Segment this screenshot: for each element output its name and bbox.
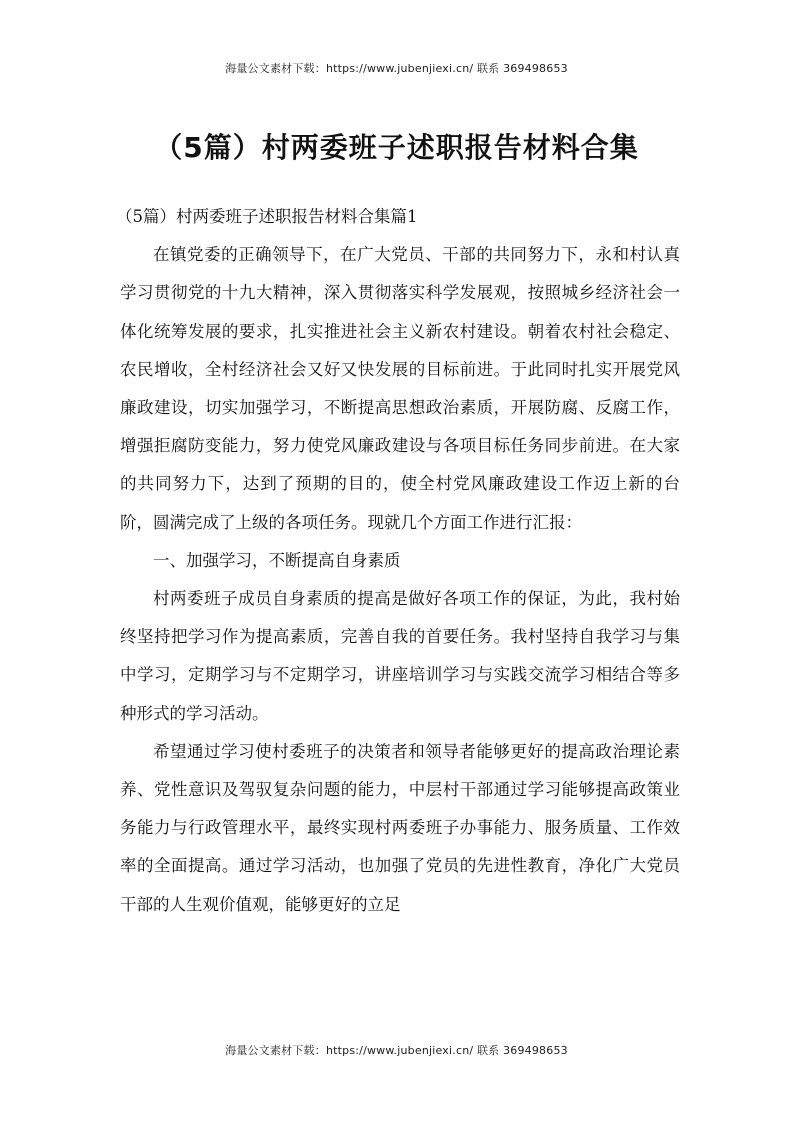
document-title: （5篇）村两委班子述职报告材料合集 bbox=[154, 131, 639, 164]
section-subtitle: （5篇）村两委班子述职报告材料合集篇1 bbox=[116, 207, 418, 226]
body-paragraph: 希望通过学习使村委班子的决策者和领导者能够更好的提高政治理论素养、党性意识及驾驭复杂问题的能力，中层村干部通过学习能够提高政策业务能力与行政管理水平，最终实现村两委班子办事能力、服务质量、工作效率的全面提高。通过学习活动，也加强了党员的先进性教育，净化广大党员干部的人生观价值观，能够更好的立足 bbox=[120, 741, 680, 914]
header-source-note: 海量公文素材下载：https://www.jubenjiexi.cn/ 联系 369498653 bbox=[225, 62, 568, 75]
body-paragraph: 村两委班子成员自身素质的提高是做好各项工作的保证，为此，我村始终坚持把学习作为提高素质，完善自我的首要任务。我村坚持自我学习与集中学习，定期学习与不定期学习，讲座培训学习与实践交流学习相结合等多种形式的学习活动。 bbox=[120, 589, 680, 723]
section-heading: 一、加强学习，不断提高自身素质 bbox=[153, 550, 401, 570]
document-body bbox=[116, 198, 680, 924]
body-paragraph: 在镇党委的正确领导下，在广大党员、干部的共同努力下，永和村认真学习贯彻党的十九大精神，深入贯彻落实科学发展观，按照城乡经济社会一体化统筹发展的要求，扎实推进社会主义新农村建设。朝着农村社会稳定、农民增收，全村经济社会又好又快发展的目标前进。于此同时扎实开展党风廉政建设，切实加强学习，不断提高思想政治素质，开展防腐、反腐工作，增强拒腐防变能力，努力使党风廉政建设与各项目标任务同步前进。在大家的共同努力下，达到了预期的目的，使全村党风廉政建设工作迈上新的台阶，圆满完成了上级的各项任务。现就几个方面工作进行汇报： bbox=[120, 245, 680, 532]
footer-source-note: 海量公文素材下载：https://www.jubenjiexi.cn/ 联系 369498653 bbox=[225, 1044, 568, 1057]
